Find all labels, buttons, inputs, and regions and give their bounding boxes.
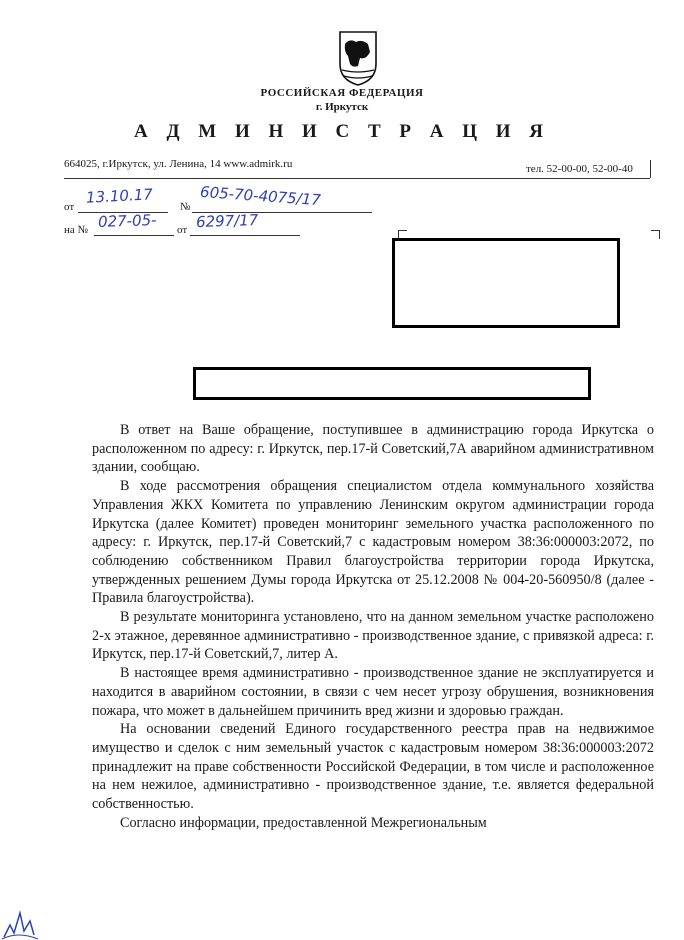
ref-number-handwritten: 027-05- <box>97 210 157 232</box>
country-name: РОССИЙСКАЯ ФЕДЕРАЦИЯ <box>260 87 424 99</box>
redacted-salutation-box <box>193 367 591 400</box>
letter-body <box>92 421 654 832</box>
city-name: г. Иркутск <box>315 101 369 113</box>
ref-label: на № <box>64 224 89 236</box>
from-label: от <box>64 201 75 213</box>
phone-line: тел. 52-00-00, 52-00-40 <box>526 163 633 175</box>
signature-mark-icon <box>0 895 40 940</box>
coat-of-arms-icon <box>336 30 380 86</box>
body-paragraph: Согласно информации, предоставленной Межрегиональным <box>120 814 487 831</box>
ref-number-underline <box>94 235 174 236</box>
body-paragraph: В ответ на Ваше обращение, поступившее в администрацию города Иркутска о расположенном по адресу: г. Иркутск, пер.17-й Советский,7А аварийном административном здании, сообщаю. <box>92 422 654 476</box>
from-date-handwritten: 13.10.17 <box>85 185 154 207</box>
body-paragraph: В результате мониторинга установлено, что на данном земельном участке расположено 2-х этажное, деревянное административно - производственное здание, с привязкой адреса: г. Иркутск, пер.17-й Советский,7, литер А. <box>92 609 654 663</box>
document-title: А Д М И Н И С Т Р А Ц И Я <box>133 121 551 142</box>
address-line: 664025, г.Иркутск, ул. Ленина, 14 www.admirk.ru <box>64 158 293 170</box>
number-handwritten: 605-70-4075/17 <box>199 182 322 210</box>
body-paragraph: В ходе рассмотрения обращения специалистом отдела коммунального хозяйства Управления ЖКХ Комитета по управлению Ленинским округом администрации города Иркутска (далее Комитет) проведен мониторинг земельного участка расположенного по адресу: г. Иркутск, пер.17-й Советский,7 с кадастровым номером 38:36:000003:2072, по соблюдению собственником Правил благоустройства территории города Иркутска, утвержденных решением Думы города Иркутска от 25.12.2008 № 004-20-560950/8 (далее - Правила благоустройства). <box>92 478 654 607</box>
ref-from-label: от <box>177 224 188 236</box>
redacted-addressee-box <box>392 238 620 328</box>
body-paragraph: В настоящее время административно - производственное здание не эксплуатируется и находится в аварийном состоянии, в связи с чем несет угрозу обрушения, возникновения пожара, что может в дальнейшем причинить вред жизни и здоровью граждан. <box>92 665 654 719</box>
ref-date-handwritten: 6297/17 <box>195 210 259 232</box>
header-divider-end <box>650 160 651 178</box>
number-label: № <box>180 201 191 213</box>
header-divider <box>64 178 650 179</box>
ref-date-underline <box>190 235 300 236</box>
addressee-corner-tr <box>651 230 660 239</box>
body-paragraph: На основании сведений Единого государственного реестра прав на недвижимое имущество и сделок с ним земельный участок с кадастровым номером 38:36:000003:2072 принадлежит на праве собственности Российской Федерации, в том числе и расположенное на нем нежилое, административно - производственное здание, т.е. является федеральной собственностью. <box>92 721 654 813</box>
